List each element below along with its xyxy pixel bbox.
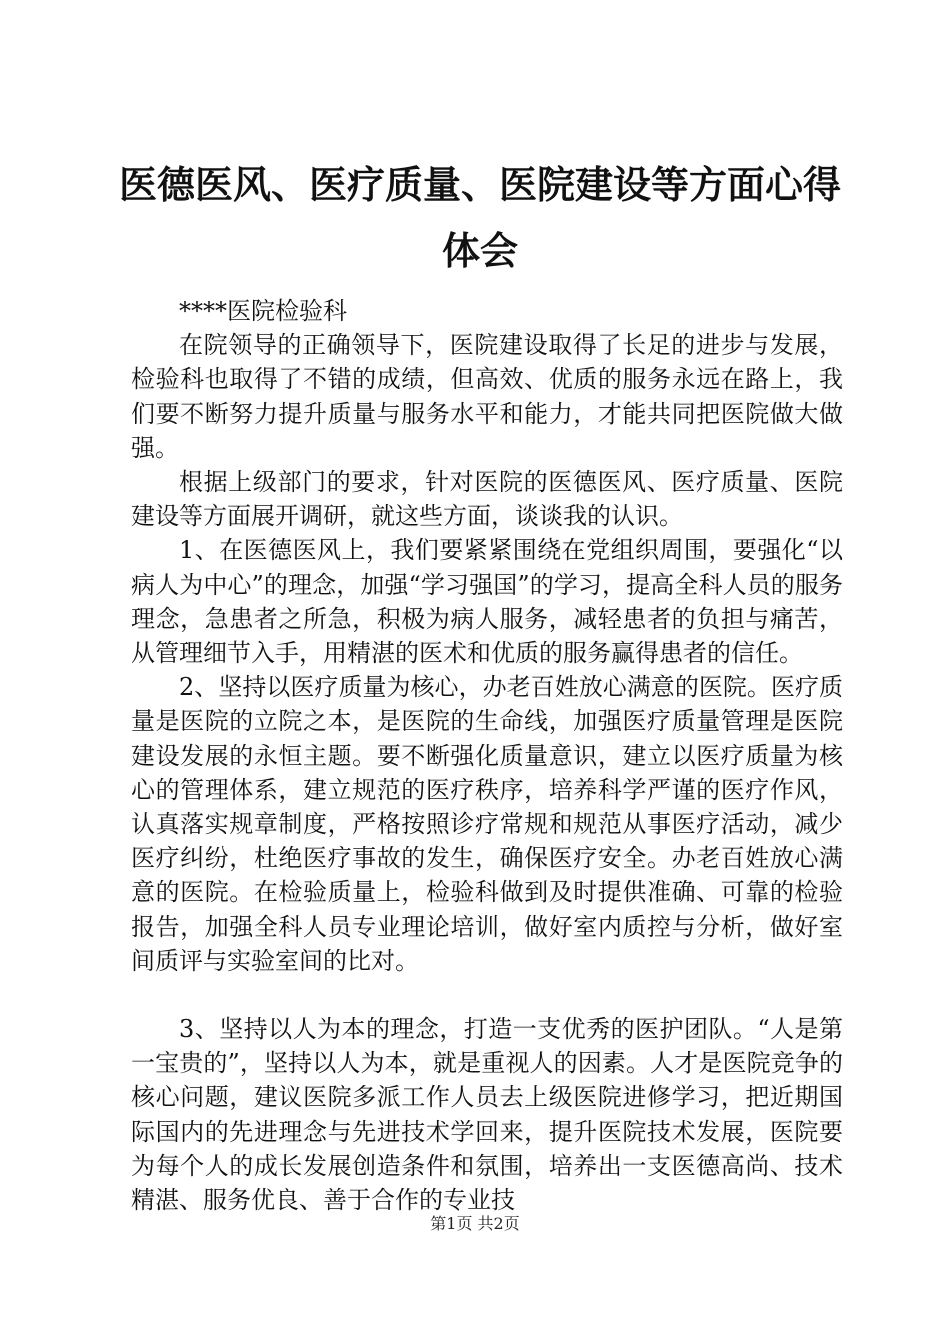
page-footer: 第1页 共2页	[430, 1214, 520, 1233]
organization-line: ****医院检验科	[179, 297, 347, 325]
paragraph-purpose: 根据上级部门的要求，针对医院的医德医风、医疗质量、医院建设等方面展开调研，就这些方面，谈谈我的认识。	[131, 468, 843, 531]
paragraph-intro: 在院领导的正确领导下，医院建设取得了长足的进步与发展，检验科也取得了不错的成绩，但高效、优质的服务永远在路上，我们要不断努力提升质量与服务水平和能力，才能共同把医院做大做强。	[131, 331, 843, 462]
paragraph-point-3: 3、坚持以人为本的理念，打造一支优秀的医护团队。“人是第一宝贵的”，坚持以人为本，就是重视人的因素。人才是医院竞争的核心问题，建议医院多派工作人员去上级医院进修学习，把近期国际国内的先进理念与先进技术学回来，提升医院技术发展，医院要为每个人的成长发展创造条件和氛围，培养出一支医德高尚、技术精湛、服务优良、善于合作的专业技	[131, 1015, 843, 1215]
document-title: 医德医风、医疗质量、医院建设等方面心得体会	[118, 162, 841, 273]
document-body	[131, 294, 843, 1217]
paragraph-point-1: 1、在医德医风上，我们要紧紧围绕在党组织周围，要强化“以病人为中心”的理念，加强“学习强国”的学习，提高全科人员的服务理念，急患者之所急，积极为病人服务，减轻患者的负担与痛苦，从管理细节入手，用精湛的医术和优质的服务赢得患者的信任。	[131, 536, 843, 668]
paragraph-point-2: 2、坚持以医疗质量为核心，办老百姓放心满意的医院。医疗质量是医院的立院之本，是医院的生命线，加强医疗质量管理是医院建设发展的永恒主题。要不断强化质量意识，建立以医疗质量为核心的管理体系，建立规范的医疗秩序，培养科学严谨的医疗作风，认真落实规章制度，严格按照诊疗常规和规范从事医疗活动，减少医疗纠纷，杜绝医疗事故的发生，确保医疗安全。办老百姓放心满意的医院。在检验质量上，检验科做到及时提供准确、可靠的检验报告，加强全科人员专业理论培训，做好室内质控与分析，做好室间质评与实验室间的比对。	[131, 673, 843, 975]
